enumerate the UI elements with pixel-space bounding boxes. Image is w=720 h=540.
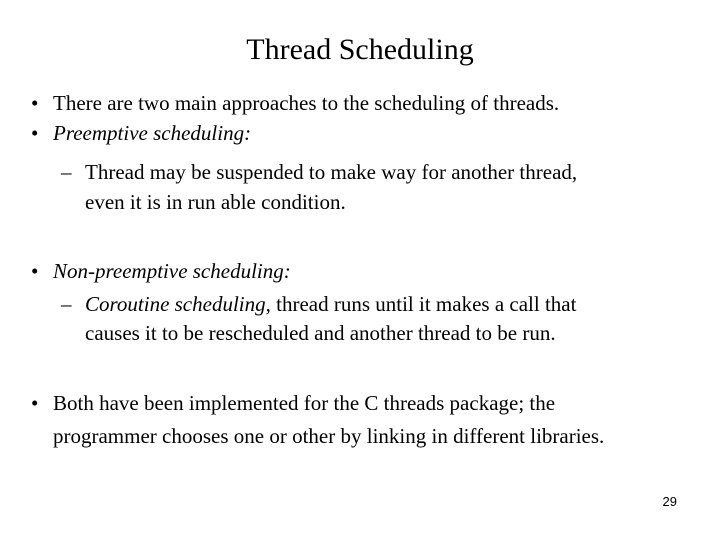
bullet-marker: • [31, 91, 39, 115]
sub-bullet-text [85, 289, 576, 319]
bullet-heading-preemptive: Preemptive scheduling: [53, 121, 252, 145]
bullet-text: Both have been implemented for the C threads package; the [53, 391, 556, 415]
page-number: 29 [662, 494, 677, 509]
sub-bullet-marker: – [61, 292, 72, 316]
bullet-marker: • [31, 259, 39, 283]
sub-bullet-marker: – [61, 160, 72, 184]
bullet-marker: • [31, 391, 39, 415]
bullet-heading-non-preemptive: Non-preemptive scheduling: [53, 259, 291, 283]
sub-bullet-text: Thread may be suspended to make way for another thread, [85, 160, 578, 184]
bullet-text: There are two main approaches to the scheduling of threads. [53, 91, 560, 115]
sub-bullet-text: even it is in run able condition. [85, 190, 346, 214]
bullet-text: programmer chooses one or other by linking in different libraries. [53, 424, 605, 448]
sub-bullet-text: causes it to be rescheduled and another thread to be run. [85, 321, 556, 345]
slide-title: Thread Scheduling [246, 33, 474, 66]
bullet-marker: • [31, 121, 39, 145]
coroutine-term: Coroutine scheduling, [85, 292, 271, 316]
sub-bullet-rest: thread runs until it makes a call that [270, 292, 577, 316]
